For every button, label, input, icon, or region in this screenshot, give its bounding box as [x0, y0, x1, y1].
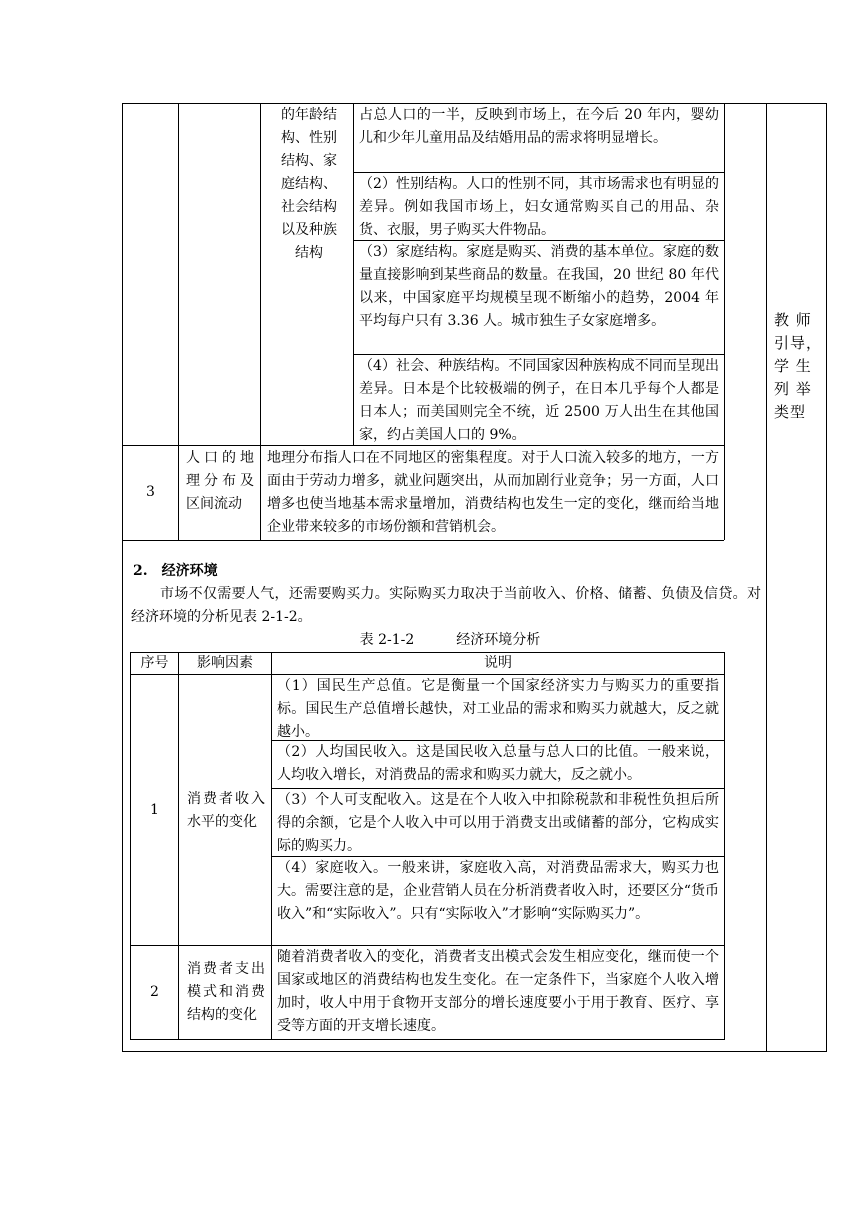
section-paragraph: 市场不仅需要人气，还需要购买力。实际购买力取决于当前收入、价格、储蓄、负债及信贷。对经济环境的分析见表 2-1-2。 — [131, 586, 761, 625]
econ-header-description: 说明 — [484, 655, 512, 671]
upper-row-age-structure: 占总人口的一半，反映到市场上，在今后 20 年内，婴幼儿和少年儿童用品及结婚用品的需求将明显增长。 — [359, 107, 719, 146]
outer-frame-right — [826, 103, 827, 1052]
econ-table-col-3 — [724, 652, 725, 1040]
econ-table-col-2 — [271, 652, 272, 1040]
econ-table-col-1 — [178, 652, 179, 1040]
teacher-note: 教 师引导，学 生列 举类型 — [774, 311, 823, 421]
econ-header-number: 序号 — [140, 655, 169, 671]
econ-row1-number: 1 — [150, 802, 159, 818]
econ-row2-number: 2 — [150, 984, 159, 1000]
factor-structure-cont: 的年龄结构、性别结构、家庭结构、社会结构以及种族结构 — [281, 107, 337, 261]
econ-row1-item-household: （4）家庭收入。一般来讲，家庭收入高，对消费品需求大，购买力也大。需要注意的是，企业营销人员在分析消费者收入时，还要区分“货币收入”和“实际收入”。只有“实际收入”才影响“实际购买力”。 — [277, 860, 719, 922]
outer-frame-divider — [766, 103, 767, 1052]
upper-row-gender-structure: （2）性别结构。人口的性别不同，其市场需求也有明显的差异。例如我国市场上，妇女通常购买自己的用品、杂货、衣服，男子购买大件物品。 — [359, 176, 719, 238]
econ-row2-factor: 消费者支出模式和消费结构的变化 — [187, 961, 265, 1023]
econ-row2-description: 随着消费者收入的变化，消费者支出模式会发生相应变化，继而使一个国家或地区的消费结构也发生变化。在一定条件下，当家庭个人收入增加时，收人中用于食物开支部分的增长速度要小于用于教育、医疗、享受等方面的开支增长速度。 — [277, 949, 719, 1034]
upper-row3-description: 地理分布指人口在不同地区的密集程度。对于人口流入较多的地方，一方面由于劳动力增多，就业问题突出，从而加剧行业竞争；另一方面，人口增多也使当地基本需求量增加，消费结构也发生一定的变化，继而给当地企业带来较多的市场份额和营销机会。 — [267, 450, 719, 535]
outer-frame-bottom — [122, 1051, 827, 1052]
upper-table-bottom — [122, 540, 724, 541]
econ-row1-item-per-capita: （2）人均国民收入。这是国民收入总量与总人口的比值。一般来说，人均收入增长，对消费品的需求和购买力就大，反之就小。 — [277, 744, 719, 783]
upper-table-col-4 — [724, 103, 725, 540]
econ-header-factor: 影响因素 — [197, 655, 253, 671]
upper-row3-factor: 人口的地理分布及区间流动 — [186, 450, 254, 512]
upper-table-col-3 — [353, 103, 354, 445]
upper-row-social-structure: （4）社会、种族结构。不同国家因种族构成不同而呈现出差异。日本是个比较极端的例子，在日本几乎每个人都是日本人；而美国则完全不统，近 2500 万人出生在其他国家，约占美国人口的 9%。 — [359, 358, 719, 443]
section-heading: 2. 经济环境 — [133, 563, 218, 579]
table-caption: 表 2-1-2 经济环境分析 — [359, 632, 541, 648]
upper-table-col-1 — [178, 103, 179, 540]
upper-table-col-2 — [260, 103, 261, 540]
econ-table-bottom — [130, 1039, 724, 1040]
outer-frame-left — [122, 103, 123, 1052]
econ-row1-item-gnp: （1）国民生产总值。它是衡量一个国家经济实力与购买力的重要指标。国民生产总值增长越快，对工业品的需求和购买力就越大，反之就越小。 — [277, 678, 719, 740]
upper-row-family-structure: （3）家庭结构。家庭是购买、消费的基本单位。家庭的数量直接影响到某些商品的数量。在我国，20 世纪 80 年代以来，中国家庭平均规模呈现不断缩小的趋势，2004 年平均每户只有 3.36 人。城市独生子女家庭增多。 — [359, 244, 719, 329]
upper-row3-number: 3 — [146, 484, 155, 500]
econ-row1-factor: 消费者收入水平的变化 — [187, 791, 265, 830]
econ-row1-item-disposable: （3）个人可支配收入。这是在个人收入中扣除税款和非税性负担后所得的余额，它是个人收入中可以用于消费支出或储蓄的部分，它构成实际的购买力。 — [277, 792, 719, 854]
